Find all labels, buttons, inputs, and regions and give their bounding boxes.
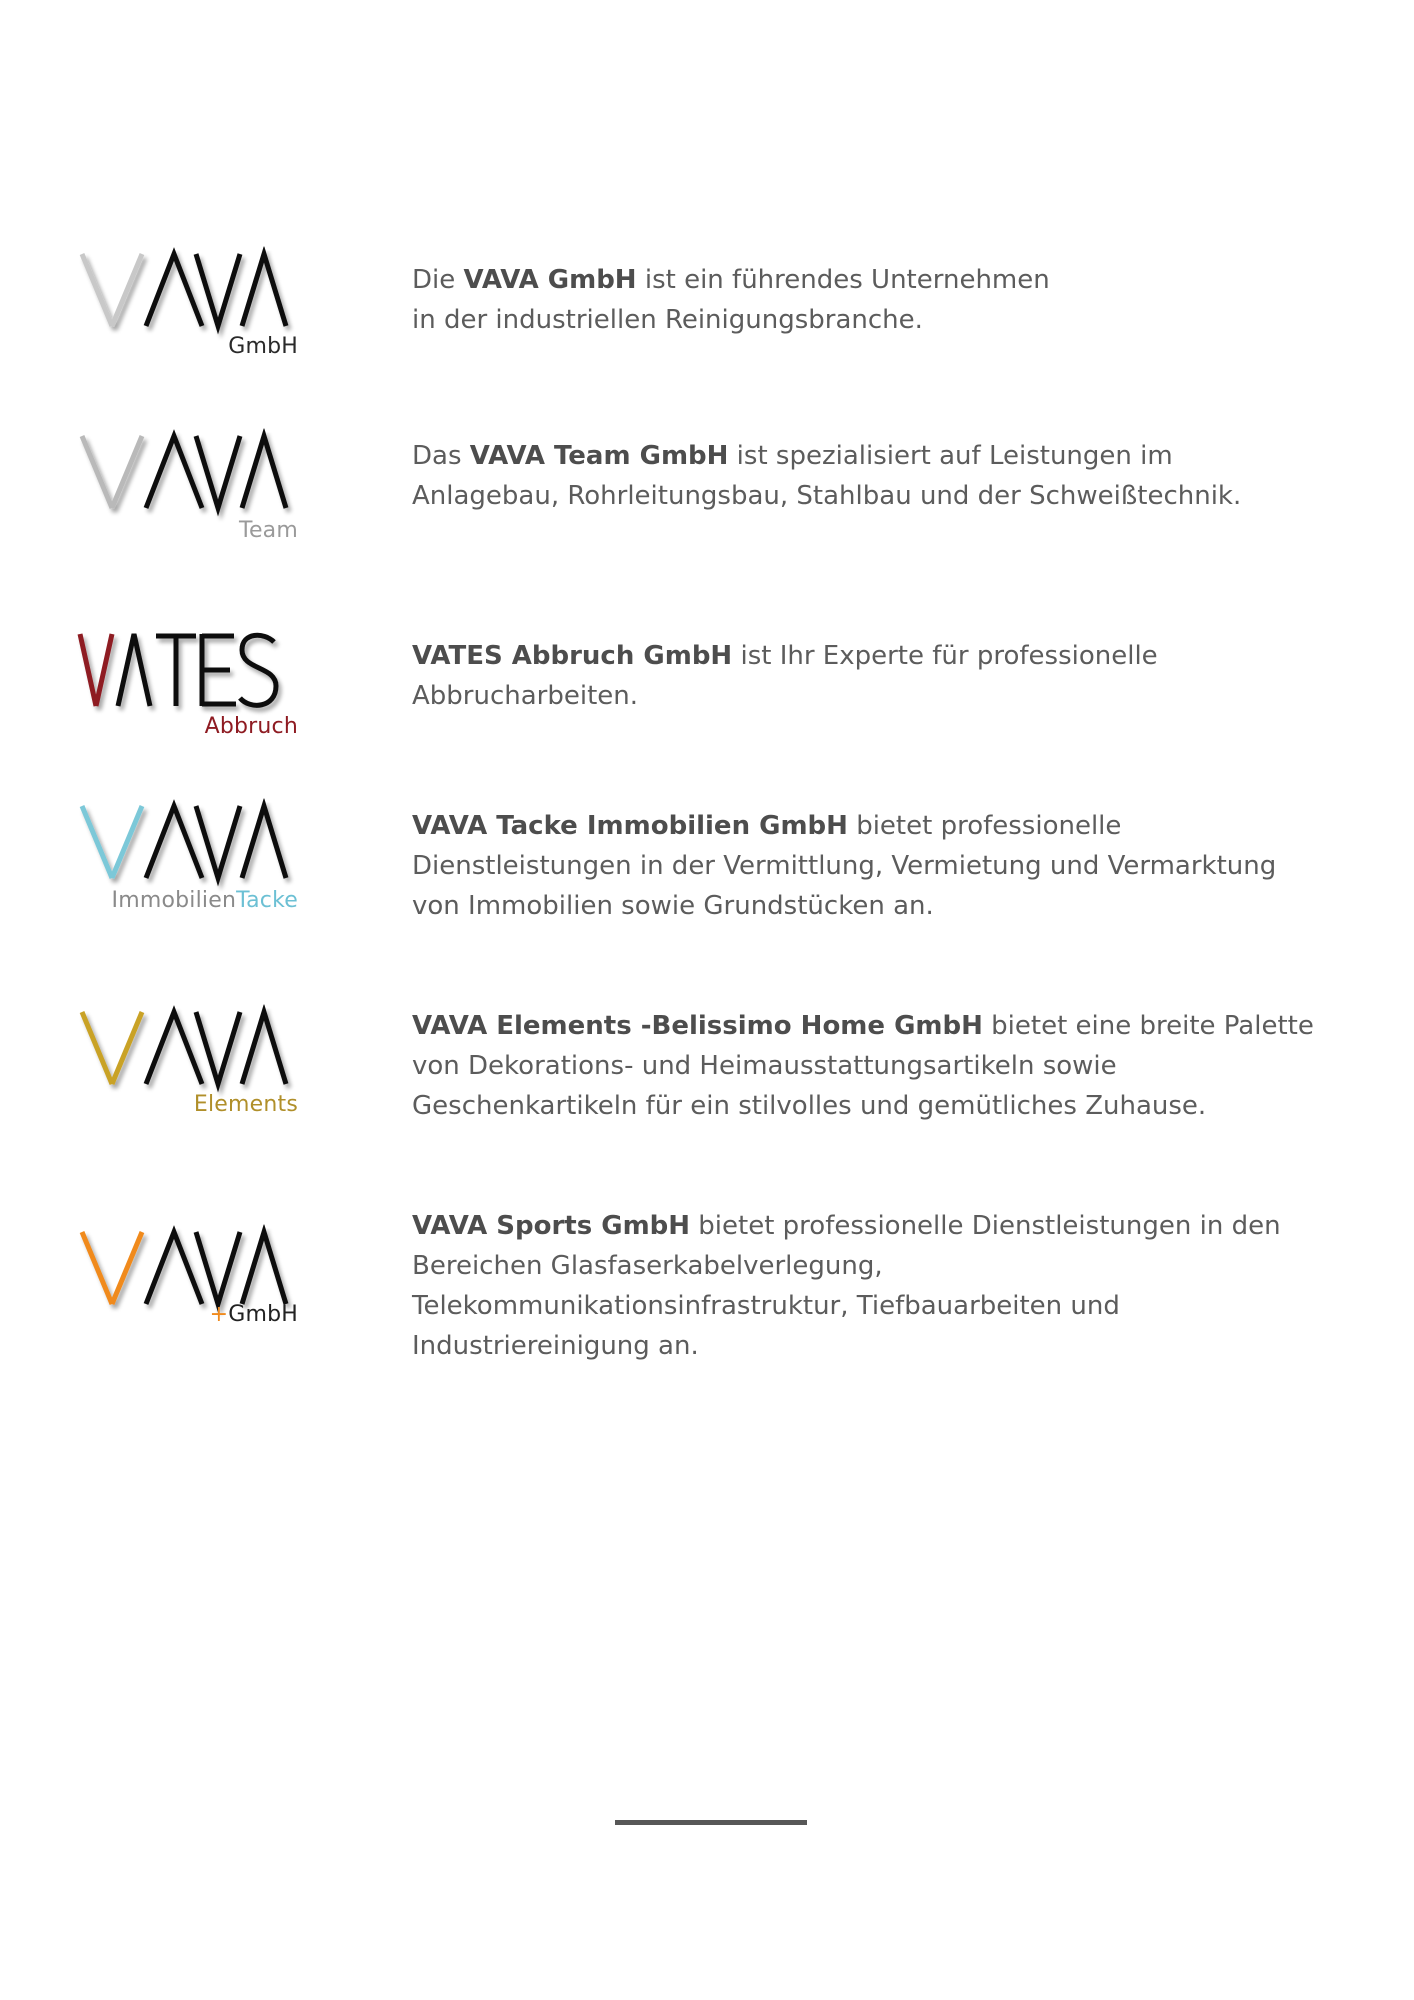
description-text: bietet professionelle: [847, 811, 1122, 841]
logo-subtitle-text: GmbH: [228, 1302, 298, 1327]
logo-letter-v2: [196, 254, 240, 326]
description-line: [412, 260, 1372, 300]
description-text: Die: [412, 265, 464, 295]
description-text: bietet eine breite Palette: [982, 1011, 1314, 1041]
description-text: ist Ihr Experte für professionelle: [732, 641, 1158, 671]
description-text: in der industriellen Reinigungsbranche.: [412, 305, 923, 335]
company-description: [412, 436, 1372, 516]
description-line: [412, 1006, 1372, 1046]
logo-subtitle-text: GmbH: [228, 334, 298, 359]
logo-subtitle: [205, 714, 298, 739]
description-text: Das: [412, 441, 470, 471]
logo-mark: [78, 1008, 318, 1088]
description-text: Bereichen Glasfaserkabelverlegung,: [412, 1251, 883, 1281]
description-line: [412, 1086, 1372, 1126]
description-line: [412, 1286, 1372, 1326]
logo-letter-a2: [242, 1232, 286, 1304]
company-name: VAVA GmbH: [463, 265, 637, 295]
logo-mark: [78, 1228, 318, 1308]
logo-subtitle-text: Tacke: [236, 888, 298, 913]
logo-letter-a2: [242, 1012, 286, 1084]
description-text: von Dekorations- und Heimausstattungsartikeln sowie: [412, 1051, 1117, 1081]
company-name: VATES Abbruch GmbH: [412, 641, 733, 671]
logo-subtitle-prefix: Immobilien: [111, 888, 237, 913]
footer-divider: [615, 1820, 807, 1825]
description-text: Telekommunikationsinfrastruktur, Tiefbauarbeiten und: [412, 1291, 1120, 1321]
logo-letter-t: [156, 636, 196, 706]
company-description: [412, 806, 1372, 926]
logo-letter-v1: [82, 806, 142, 878]
logo-mark: [78, 630, 318, 710]
logo-letter-v: [80, 634, 112, 706]
description-line: [412, 436, 1372, 476]
company-name: VAVA Elements -Belissimo Home GmbH: [412, 1011, 983, 1041]
description-line: [412, 476, 1372, 516]
logo-mark: [78, 432, 318, 512]
company-description: [412, 636, 1372, 716]
logo-letter-s: [240, 635, 276, 705]
logo-letter-v2: [196, 806, 240, 878]
company-name: VAVA Sports GmbH: [412, 1211, 691, 1241]
logo-letter-v1: [82, 254, 142, 326]
logo-subtitle: [112, 888, 298, 913]
logo-subtitle: [228, 334, 298, 359]
logo-letter-a1: [146, 806, 202, 878]
company-description: [412, 1006, 1372, 1126]
logo-letter-v1: [82, 1012, 142, 1084]
logo-subtitle: [239, 518, 298, 543]
logo-letter-a1: [146, 436, 202, 508]
logo-letter-a2: [242, 436, 286, 508]
description-line: [412, 636, 1372, 676]
logo-letter-v2: [196, 1232, 240, 1304]
description-line: [412, 300, 1372, 340]
logo-mark: [78, 802, 318, 882]
description-text: Anlagebau, Rohrleitungsbau, Stahlbau und der Schweißtechnik.: [412, 481, 1242, 511]
description-line: [412, 1326, 1372, 1366]
logo-subtitle-text: Elements: [193, 1092, 298, 1117]
logo-letter-v1: [82, 436, 142, 508]
logo-letter-e: [202, 634, 236, 706]
logo-letter-a1: [146, 1012, 202, 1084]
logo-letter-a: [118, 634, 150, 706]
logo-subtitle-text: Team: [239, 518, 298, 543]
description-text: ist spezialisiert auf Leistungen im: [728, 441, 1173, 471]
logo-subtitle-prefix: +: [209, 1302, 229, 1327]
description-text: Industriereinigung an.: [412, 1331, 699, 1361]
logo-letter-a1: [146, 1232, 202, 1304]
logo-mark: [78, 250, 318, 330]
description-text: von Immobilien sowie Grundstücken an.: [412, 891, 934, 921]
company-description: [412, 1206, 1372, 1366]
company-name: VAVA Tacke Immobilien GmbH: [412, 811, 848, 841]
company-description: [412, 260, 1372, 340]
description-line: [412, 806, 1372, 846]
description-line: [412, 676, 1372, 716]
logo-letter-a2: [242, 806, 286, 878]
description-line: [412, 1046, 1372, 1086]
description-text: Abbrucharbeiten.: [412, 681, 639, 711]
description-text: Geschenkartikeln für ein stilvolles und gemütliches Zuhause.: [412, 1091, 1207, 1121]
description-text: bietet professionelle Dienstleistungen in den: [690, 1211, 1281, 1241]
logo-letter-v1: [82, 1232, 142, 1304]
logo-letter-a1: [146, 254, 202, 326]
description-line: [412, 886, 1372, 926]
logo-subtitle-text: Abbruch: [204, 714, 298, 739]
logo-subtitle: [210, 1302, 298, 1327]
description-line: [412, 846, 1372, 886]
logo-letter-a2: [242, 254, 286, 326]
description-line: [412, 1206, 1372, 1246]
logo-letter-v2: [196, 1012, 240, 1084]
description-text: ist ein führendes Unternehmen: [636, 265, 1050, 295]
logo-subtitle: [194, 1092, 298, 1117]
company-name: VAVA Team GmbH: [469, 441, 729, 471]
logo-letter-v2: [196, 436, 240, 508]
description-line: [412, 1246, 1372, 1286]
description-text: Dienstleistungen in der Vermittlung, Vermietung und Vermarktung: [412, 851, 1277, 881]
